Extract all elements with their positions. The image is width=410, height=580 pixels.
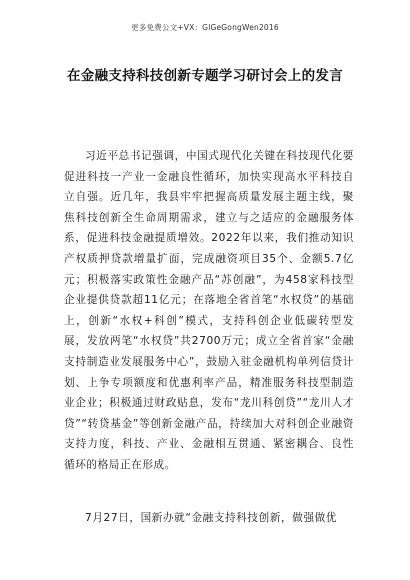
document-title: 在金融支持科技创新专题学习研讨会上的发言: [67, 68, 343, 84]
header-note: 更多免费公文+VX：GlGeGongWen2016: [131, 23, 279, 32]
body-paragraph-2: 7月27日，国新办就“金融支持科技创新，做强做优: [85, 512, 337, 524]
body-paragraph-1: 习近平总书记强调，中国式现代化关键在科技现代化要促进科技一产业一金融良性循环，加快实现高水平科技自立自强。近几年，我县牢牢把握高质量发展主题主线，聚焦科技创新全生命周期需求，建立与之适应的金融服务体系，促进科技金融提质增效。2022年以来，我们推动知识产权质押贷款增量扩面，完成融资项目35个、金额5.7亿元；积极落实政策性金融产品“苏创融”，为458家科技型企业提供贷款超11亿元；在落地全省首笔“水权贷”的基础上，创新“水权+科创”模式，支持科创企业低碳转型发展，发放两笔“水权贷”共2700万元；成立全省首家“金融支持制造业发展服务中心”，鼓励入驻金融机构单列信贷计划、上争专项额度和优惠利率产品，精准服务科技型制造业企业；积极通过财政贴息，发布“龙川科创贷”“龙川人才贷”“转贷基金”等创新金融产品，持续加大对科创企业融资支持力度，科技、产业、金融相互贯通、紧密耦合、良性循环的格局正在形成。: [64, 150, 354, 471]
